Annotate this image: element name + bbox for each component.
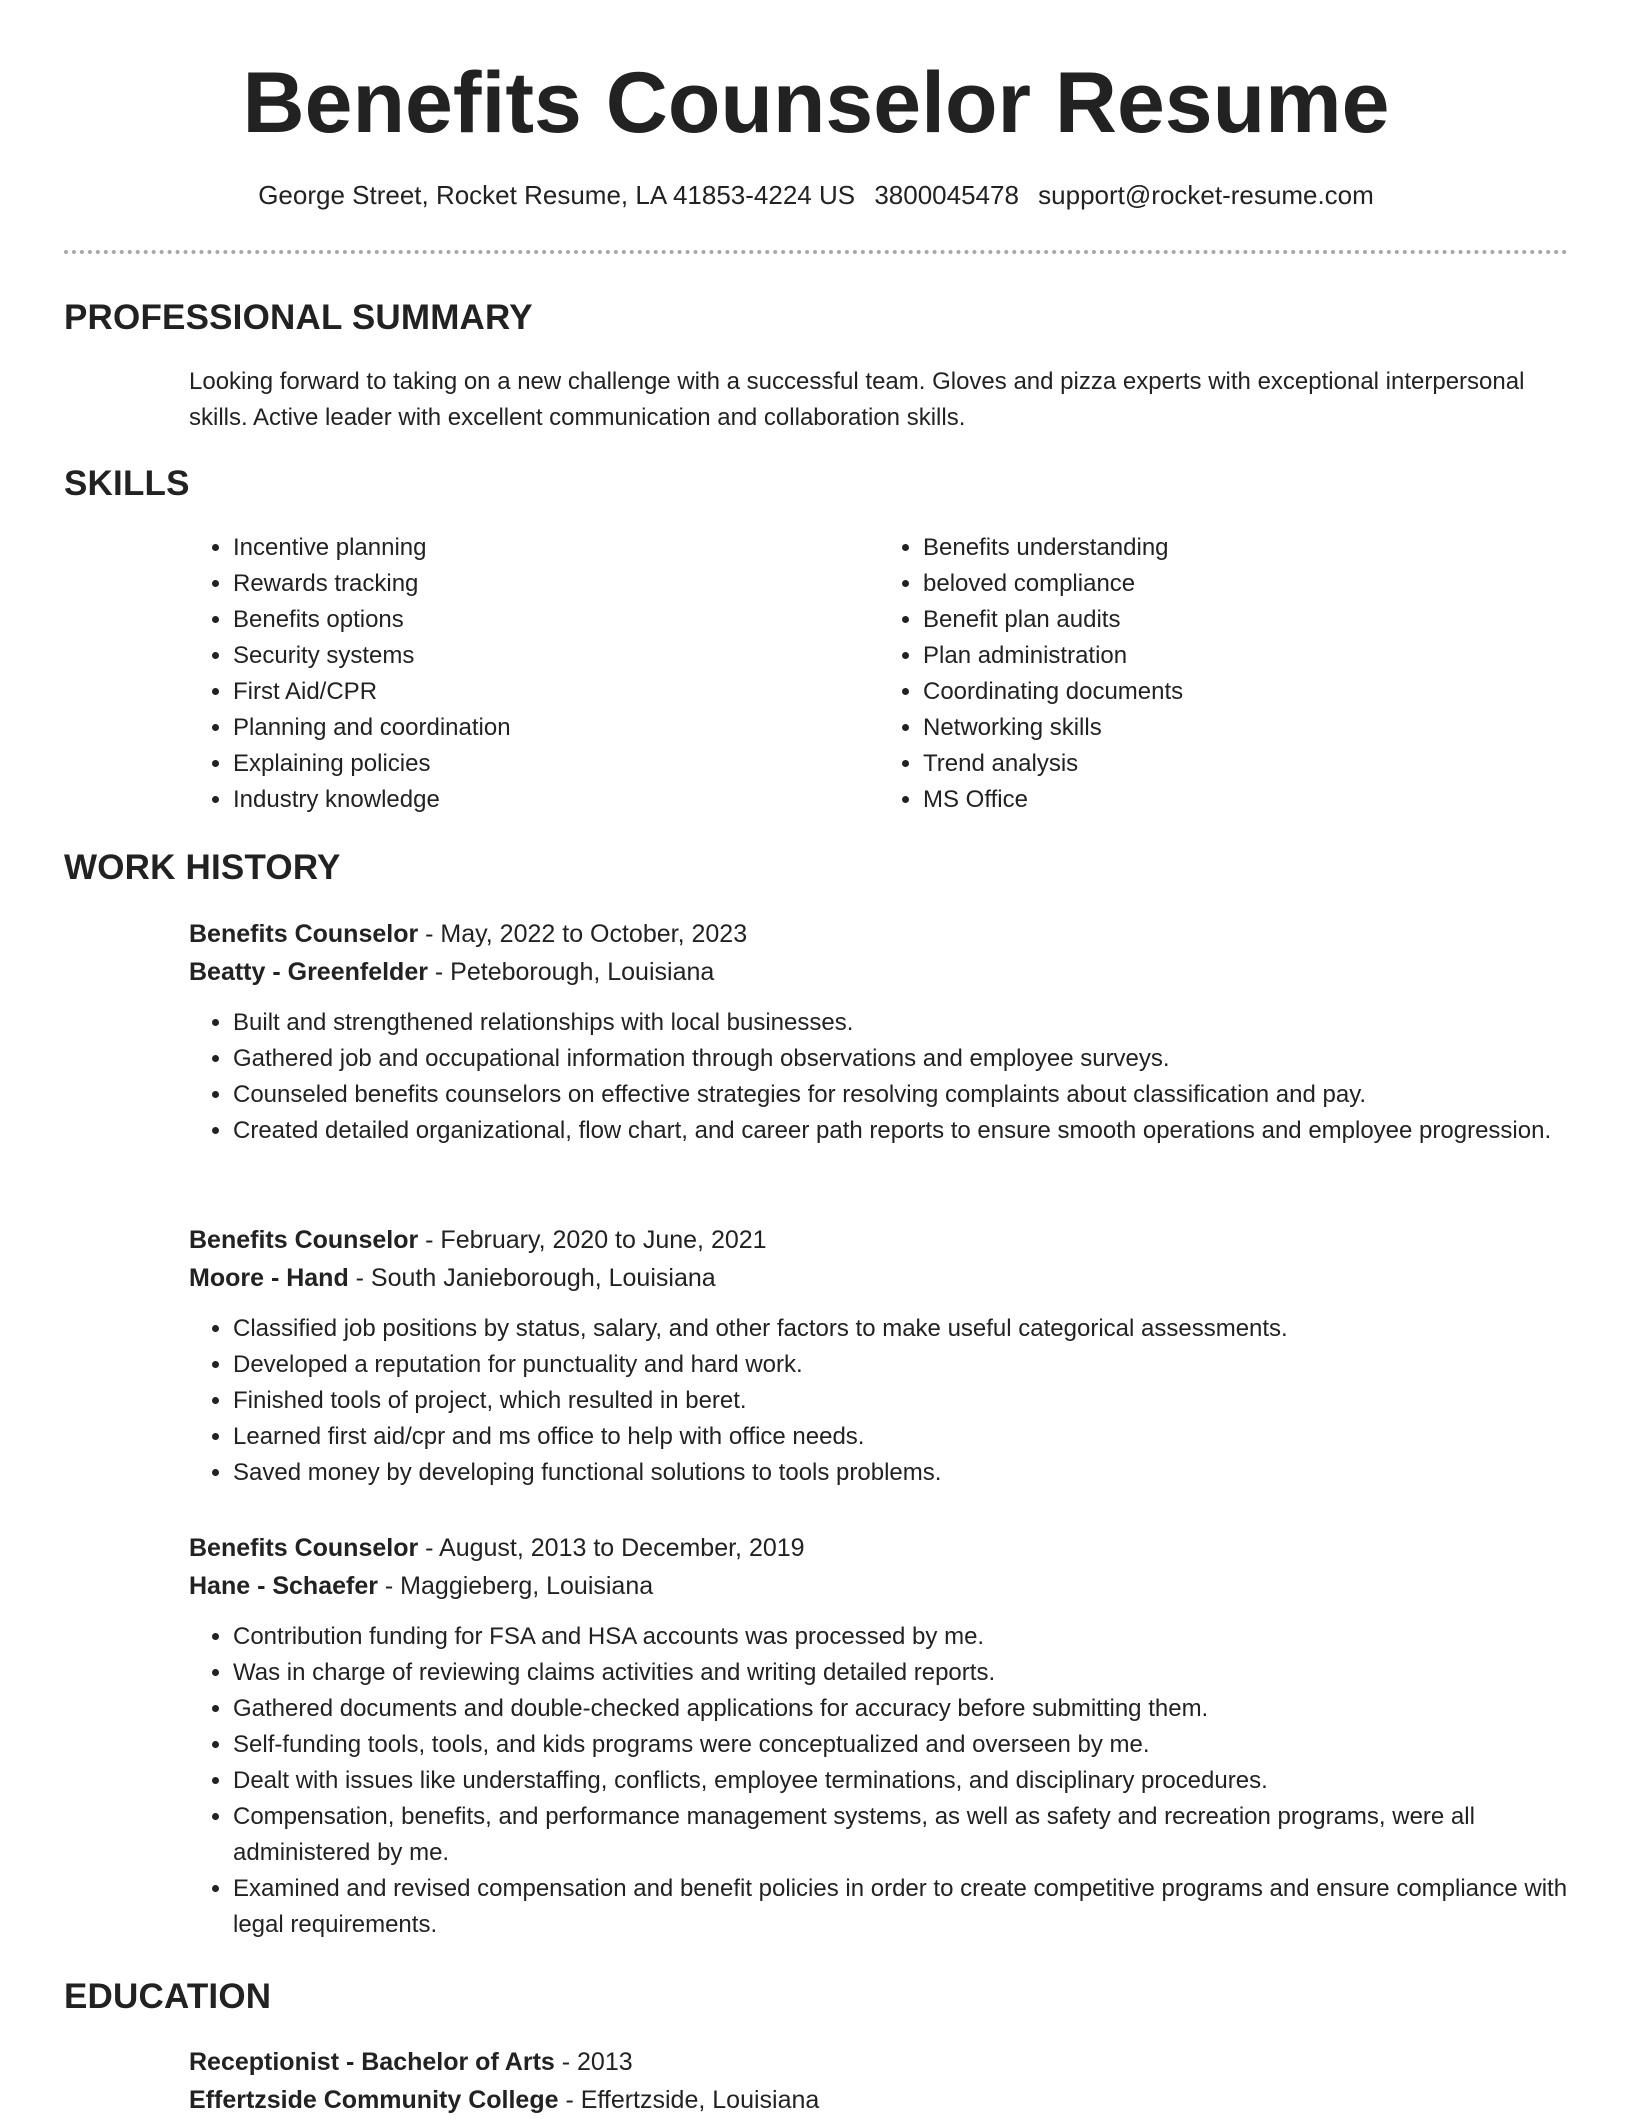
- job-company-line: [189, 953, 1569, 991]
- skills-column-left: [189, 530, 879, 818]
- job-bullet: • Built and strengthened relationships with local businesses.: [233, 1005, 1569, 1041]
- job-location: - Maggieberg, Louisiana: [377, 1572, 654, 1600]
- job-company-line: [189, 1567, 1569, 1605]
- job-dates: - February, 2020 to June, 2021: [418, 1226, 767, 1254]
- education-heading: EDUCATION: [64, 1977, 272, 2016]
- summary-text: Looking forward to taking on a new challenge with a successful team. Gloves and pizza experts with exceptional interpersonal skills. Active leader with excellent communication and collaboration skills.: [189, 368, 1525, 431]
- skills-heading: SKILLS: [64, 464, 190, 503]
- job-company: Hane - Schaefer: [189, 1572, 378, 1600]
- job-bullet: • Gathered documents and double-checked applications for accuracy before submitting them.: [233, 1691, 1569, 1727]
- skill-item: • beloved compliance: [923, 566, 1569, 602]
- job-dates: - May, 2022 to October, 2023: [418, 920, 748, 948]
- work-history-heading: WORK HISTORY: [64, 848, 341, 887]
- job-bullet: • Saved money by developing functional solutions to tools problems.: [233, 1455, 1569, 1491]
- education-degree: Receptionist - Bachelor of Arts: [189, 2048, 555, 2076]
- skill-item: • Networking skills: [923, 710, 1569, 746]
- skill-item: • First Aid/CPR: [233, 674, 879, 710]
- skill-item: • Benefits options: [233, 602, 879, 638]
- job-bullet: • Finished tools of project, which resulted in beret.: [233, 1383, 1569, 1419]
- job-bullet: • Contribution funding for FSA and HSA accounts was processed by me.: [233, 1619, 1569, 1655]
- header-divider: [64, 250, 1568, 254]
- skill-item: • Benefit plan audits: [923, 602, 1569, 638]
- skill-item: • Security systems: [233, 638, 879, 674]
- skill-item: • Coordinating documents: [923, 674, 1569, 710]
- job-bullet: • Gathered job and occupational information through observations and employee surveys.: [233, 1041, 1569, 1077]
- job-bullet: • Self-funding tools, tools, and kids programs were conceptualized and overseen by me.: [233, 1727, 1569, 1763]
- education-entry: [189, 2043, 1569, 2119]
- contact-phone: 3800045478: [874, 180, 1019, 210]
- job-bullet: • Was in charge of reviewing claims activities and writing detailed reports.: [233, 1655, 1569, 1691]
- education-school-line: [189, 2081, 1569, 2119]
- education-location: - Effertzside, Louisiana: [558, 2086, 820, 2114]
- skill-item: • Planning and coordination: [233, 710, 879, 746]
- job-bullet: • Created detailed organizational, flow chart, and career path reports to ensure smooth operations and employee progression.: [233, 1113, 1569, 1149]
- skill-item: • Rewards tracking: [233, 566, 879, 602]
- job-bullet: • Examined and revised compensation and benefit policies in order to create competitive programs and ensure compliance with legal requirements.: [233, 1871, 1569, 1943]
- job-bullet: • Learned first aid/cpr and ms office to help with office needs.: [233, 1419, 1569, 1455]
- education-degree-line: [189, 2043, 1569, 2081]
- job-company: Moore - Hand: [189, 1264, 349, 1292]
- skill-item: • Explaining policies: [233, 746, 879, 782]
- skill-item: • Trend analysis: [923, 746, 1569, 782]
- job-entry: [189, 1221, 1569, 1491]
- contact-email: support@rocket-resume.com: [1038, 180, 1374, 210]
- contact-line: [0, 180, 1632, 211]
- job-entry: [189, 915, 1569, 1149]
- skills-column-right: [879, 530, 1569, 818]
- job-bullet: • Dealt with issues like understaffing, conflicts, employee terminations, and disciplinary procedures.: [233, 1763, 1569, 1799]
- job-bullets: [189, 1311, 1569, 1491]
- skill-item: • Benefits understanding: [923, 530, 1569, 566]
- education-year: - 2013: [554, 2048, 633, 2076]
- job-title-line: [189, 1529, 1569, 1567]
- skill-item: • Incentive planning: [233, 530, 879, 566]
- job-location: - Peteborough, Louisiana: [427, 958, 715, 986]
- job-company-line: [189, 1259, 1569, 1297]
- job-title: Benefits Counselor: [189, 1534, 419, 1562]
- summary-heading: PROFESSIONAL SUMMARY: [64, 298, 533, 337]
- job-company: Beatty - Greenfelder: [189, 958, 428, 986]
- skill-item: • MS Office: [923, 782, 1569, 818]
- job-bullet: • Counseled benefits counselors on effective strategies for resolving complaints about classification and pay.: [233, 1077, 1569, 1113]
- job-bullets: [189, 1619, 1569, 1943]
- job-bullet: • Compensation, benefits, and performance management systems, as well as safety and recreation programs, were all administered by me.: [233, 1799, 1569, 1871]
- job-title: Benefits Counselor: [189, 1226, 419, 1254]
- job-entry: [189, 1529, 1569, 1943]
- job-title-line: [189, 915, 1569, 953]
- skills-list: [189, 530, 1569, 818]
- job-bullets: [189, 1005, 1569, 1149]
- resume-title: Benefits Counselor Resume: [242, 55, 1390, 151]
- job-title: Benefits Counselor: [189, 920, 419, 948]
- job-bullet: • Developed a reputation for punctuality and hard work.: [233, 1347, 1569, 1383]
- job-bullet: • Classified job positions by status, salary, and other factors to make useful categorical assessments.: [233, 1311, 1569, 1347]
- skill-item: • Industry knowledge: [233, 782, 879, 818]
- job-title-line: [189, 1221, 1569, 1259]
- job-location: - South Janieborough, Louisiana: [348, 1264, 716, 1292]
- education-school: Effertzside Community College: [189, 2086, 559, 2114]
- job-dates: - August, 2013 to December, 2019: [418, 1534, 805, 1562]
- skill-item: • Plan administration: [923, 638, 1569, 674]
- contact-address: George Street, Rocket Resume, LA 41853-4224 US: [258, 180, 856, 210]
